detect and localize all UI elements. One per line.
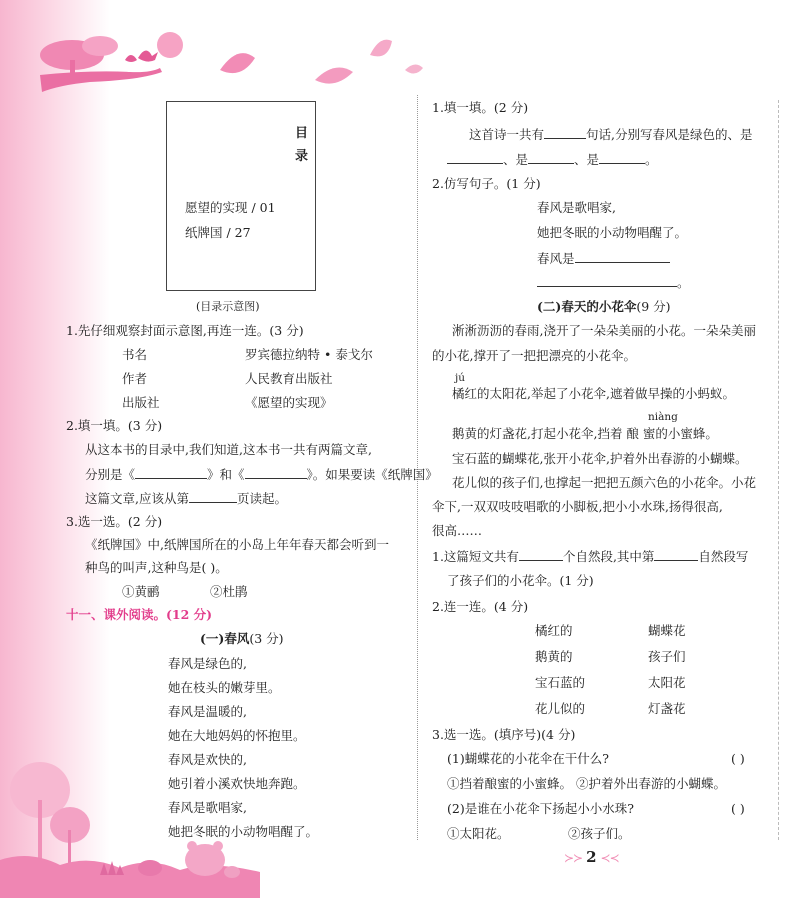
poem-line: 她在枝头的嫩芽里。: [168, 680, 281, 695]
match-item[interactable]: 《愿望的实现》: [245, 395, 333, 410]
pinyin-annotation: jú: [455, 372, 466, 384]
poem-line: 她在大地妈妈的怀抱里。: [168, 728, 306, 743]
answer-paren[interactable]: ( ): [731, 801, 745, 816]
text: 。: [677, 275, 690, 290]
top-decoration: [30, 30, 450, 100]
text: 页读起。: [236, 491, 287, 506]
question-text: 了孩子们的小花伞。(1 分): [447, 573, 594, 588]
question-heading: 2.连一连。(4 分): [432, 599, 529, 614]
arrow-right-icon: ≺≺: [600, 851, 619, 865]
match-item[interactable]: 橘红的: [535, 623, 573, 638]
sun-icon: [157, 32, 183, 58]
hedgehog-icon: [138, 860, 162, 876]
answer-blank[interactable]: [245, 466, 307, 479]
option[interactable]: ①太阳花。: [447, 826, 510, 841]
passage-line: 花儿似的孩子们,也撑起一把把五颜六色的小花伞。小花: [452, 475, 756, 490]
answer-blank[interactable]: [537, 274, 677, 287]
passage-line: 伞下,一双双吱吱唱歌的小脚板,把小小水珠,扬得很高,: [432, 499, 723, 514]
text: 自然段写: [698, 549, 749, 564]
answer-blank[interactable]: [575, 250, 670, 263]
question-text: 从这本书的目录中,我们知道,这本书一共有两篇文章,: [85, 442, 372, 457]
text: 句话,分别写春风是绿色的、是: [586, 127, 753, 142]
subsection-heading: [200, 631, 284, 646]
match-item[interactable]: 人民教育出版社: [245, 371, 333, 386]
answer-blank[interactable]: [447, 151, 503, 164]
match-item[interactable]: 蝴蝶花: [648, 623, 686, 638]
poem-line: 春风是绿色的,: [168, 656, 247, 671]
passage-line: 宝石蓝的蝴蝶花,张开小花伞,护着外出春游的小蝴蝶。: [452, 451, 748, 466]
toc-entry: 愿望的实现 / 01: [185, 200, 276, 215]
match-item[interactable]: 鹅黄的: [535, 649, 573, 664]
poem-line: 她引着小溪欢快地奔跑。: [168, 776, 306, 791]
question-heading: 2.仿写句子。(1 分): [432, 176, 541, 191]
text: 这篇文章,应该从第: [85, 491, 189, 506]
bird-icon: [125, 55, 137, 62]
question-text: (1)蝴蝶花的小花伞在干什么?: [447, 751, 609, 766]
question-heading: 2.填一填。(3 分): [66, 418, 163, 433]
match-item[interactable]: 书名: [122, 347, 148, 362]
toc-caption: (目录示意图): [196, 300, 260, 313]
subsection-title: (二)春天的小花伞: [537, 299, 637, 314]
match-item[interactable]: 太阳花: [648, 675, 686, 690]
imitation-line: [537, 274, 690, 290]
subsection-score: (3 分): [249, 631, 284, 646]
answer-blank[interactable]: [599, 151, 645, 164]
right-margin-line: [778, 100, 779, 840]
match-item[interactable]: 作者: [122, 371, 148, 386]
answer-paren[interactable]: ( ): [731, 751, 745, 766]
poem-line: 她把冬眠的小动物唱醒了。: [168, 824, 319, 839]
pinyin-annotation: niàng: [648, 411, 678, 423]
match-item[interactable]: 出版社: [122, 395, 160, 410]
match-item[interactable]: 灯盏花: [648, 701, 686, 716]
question-text: [85, 466, 438, 482]
leaf-icon: [220, 53, 255, 73]
answer-blank[interactable]: [528, 151, 574, 164]
text: 分别是《: [85, 467, 136, 482]
subsection-title: (一)春风: [200, 631, 250, 646]
question-text: [432, 548, 748, 564]
text: 这首诗一共有: [469, 127, 545, 142]
text: 个自然段,其中第: [562, 549, 655, 564]
example-text: 春风是歌唱家,: [537, 200, 616, 215]
question-heading: 1.先仔细观察封面示意图,再连一连。(3 分): [66, 323, 304, 338]
section-heading: 十一、课外阅读。(12 分): [66, 607, 213, 622]
poem-line: 春风是温暖的,: [168, 704, 247, 719]
text: 》和《: [207, 467, 245, 482]
subsection-score: (9 分): [636, 299, 671, 314]
passage-line: 的小花,撑开了一把把漂亮的小花伞。: [432, 348, 636, 363]
arrow-left-icon: ≻≻: [564, 851, 583, 865]
imitation-line: [537, 250, 670, 266]
option-line[interactable]: ①挡着酿蜜的小蜜蜂。 ②护着外出春游的小蝴蝶。: [447, 776, 726, 791]
question-text: 种鸟的叫声,这种鸟是( )。: [85, 560, 228, 575]
bird-icon: [138, 50, 158, 61]
question-heading: 3.选一选。(2 分): [66, 514, 163, 529]
subsection-heading: [537, 299, 671, 314]
option[interactable]: ②杜鹃: [210, 584, 248, 599]
toc-illustration: [166, 101, 316, 291]
question-text: [469, 126, 753, 142]
match-item[interactable]: 孩子们: [648, 649, 686, 664]
toc-title-char-2: 录: [295, 149, 309, 164]
page-number-value: 2: [586, 848, 597, 866]
question-text: [447, 151, 658, 167]
match-item[interactable]: 宝石蓝的: [535, 675, 586, 690]
passage-line: 淅淅沥沥的春雨,浇开了一朵朵美丽的小花。一朵朵美丽: [452, 323, 756, 338]
text: 春风是: [537, 251, 575, 266]
tree-branch-icon: [40, 68, 162, 92]
passage-line: 很高……: [432, 523, 483, 538]
question-text: (2)是谁在小花伞下扬起小小水珠?: [447, 801, 634, 816]
option[interactable]: ①黄鹂: [122, 584, 160, 599]
toc-title-char-1: 目: [295, 126, 309, 141]
answer-blank[interactable]: [544, 126, 586, 139]
question-heading: 3.选一选。(填序号)(4 分): [432, 727, 576, 742]
leaf-icon: [315, 68, 353, 84]
question-text: [85, 490, 287, 506]
answer-blank[interactable]: [519, 548, 563, 561]
leaf-icon: [405, 64, 423, 73]
leaf-icon: [370, 40, 392, 57]
question-heading: 1.填一填。(2 分): [432, 100, 529, 115]
question-text: 《纸牌国》中,纸牌国所在的小岛上年年春天都会听到一: [85, 537, 389, 552]
poem-line: 春风是欢快的,: [168, 752, 247, 767]
match-item[interactable]: 罗宾德拉纳特 • 泰戈尔: [245, 347, 373, 362]
answer-blank[interactable]: [189, 490, 237, 503]
text: 》。如果要读《纸牌国》: [306, 467, 438, 482]
text: 1.这篇短文共有: [432, 549, 519, 564]
answer-blank[interactable]: [654, 548, 698, 561]
answer-blank[interactable]: [135, 466, 207, 479]
text: 、是: [574, 152, 600, 167]
option[interactable]: ②孩子们。: [568, 826, 631, 841]
passage-line: 鹅黄的灯盏花,打起小花伞,挡着 酿 蜜的小蜜蜂。: [452, 426, 718, 441]
poem-line: 春风是歌唱家,: [168, 800, 247, 815]
example-text: 她把冬眠的小动物唱醒了。: [537, 225, 688, 240]
rabbit-icon: [224, 866, 240, 878]
passage-line: 橘红的太阳花,举起了小花伞,遮着做早操的小蚂蚁。: [452, 386, 735, 401]
page-number: [564, 848, 619, 866]
text: 、是: [503, 152, 529, 167]
text: 。: [645, 152, 658, 167]
match-item[interactable]: 花儿似的: [535, 701, 586, 716]
toc-entry: 纸牌国 / 27: [185, 225, 251, 240]
